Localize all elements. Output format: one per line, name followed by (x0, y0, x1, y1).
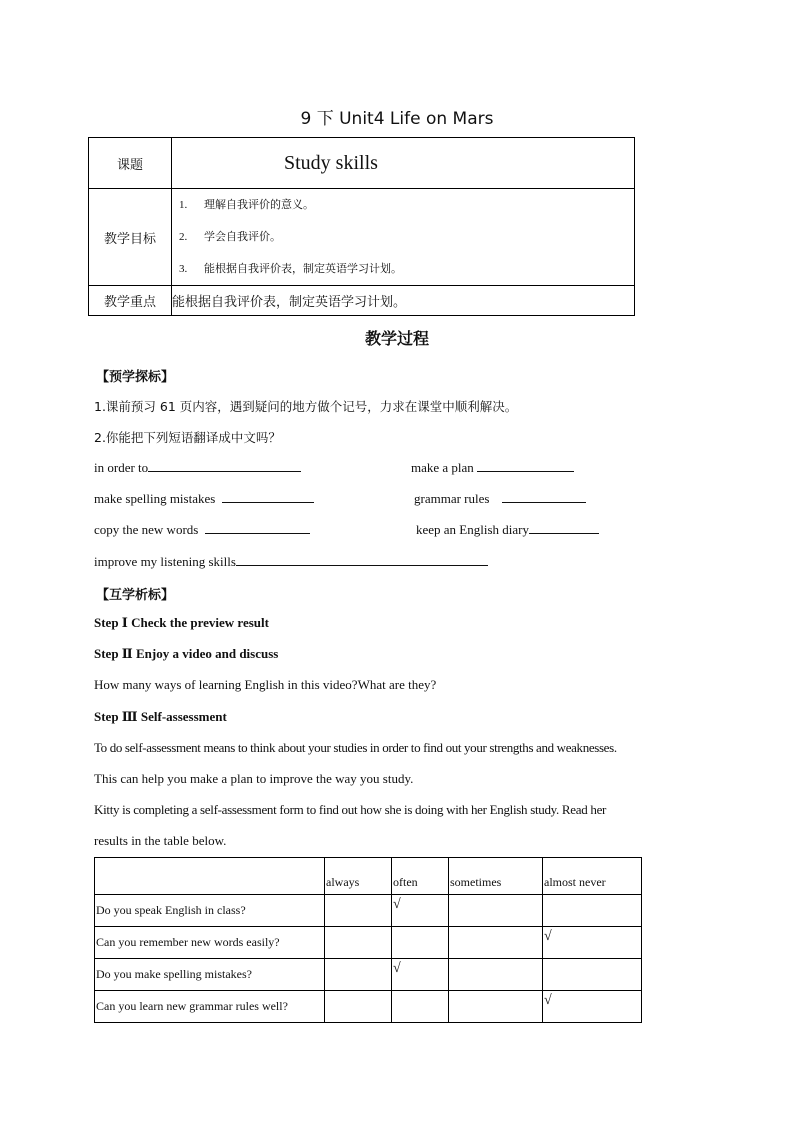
goal-item (172, 221, 634, 253)
form-cell[interactable] (449, 927, 543, 959)
form-question: Do you speak English in class? (95, 895, 325, 927)
goal-number: 2. (179, 231, 188, 243)
answer-blank[interactable] (148, 459, 301, 472)
form-question: Can you remember new words easily? (95, 927, 325, 959)
form-row (95, 991, 642, 1023)
answer-blank[interactable] (205, 521, 310, 534)
form-cell[interactable] (543, 991, 642, 1023)
self-assessment-para-3: Kitty is completing a self-assessment form to find out how she is doing with her English study. Read her (94, 802, 607, 817)
goal-text: 学会自我评价。 (204, 230, 281, 243)
form-cell[interactable] (449, 959, 543, 991)
focus-value: 能根据自我评价表，制定英语学习计划。 (172, 286, 635, 316)
form-cell[interactable] (392, 991, 449, 1023)
phrase-text: in order to (94, 460, 149, 475)
goals-label: 教学目标 (89, 189, 172, 286)
form-cell[interactable] (325, 959, 392, 991)
form-cell[interactable] (392, 895, 449, 927)
focus-label: 教学重点 (89, 286, 172, 316)
focus-row (89, 286, 635, 316)
form-cell[interactable] (325, 927, 392, 959)
goal-item (172, 253, 634, 285)
phrase-text: keep an English diary (416, 522, 529, 537)
phrase-text: make spelling mistakes (94, 491, 216, 506)
phrase-row (416, 521, 599, 538)
form-question: Do you make spelling mistakes? (95, 959, 325, 991)
form-cell[interactable] (449, 895, 543, 927)
step-2: Step Ⅱ Enjoy a video and discuss (94, 646, 279, 661)
preview-item-1: 1.课前预习 61 页内容，遇到疑问的地方做个记号，力求在课堂中顺利解决。 (94, 399, 518, 414)
topic-value: Study skills (172, 138, 635, 189)
form-cell[interactable] (449, 991, 543, 1023)
self-assessment-para-4: results in the table below. (94, 833, 227, 848)
phrase-row (414, 490, 586, 507)
form-cell[interactable] (325, 895, 392, 927)
phrase-text: make a plan (411, 460, 474, 475)
self-assessment-form (94, 857, 642, 1023)
header-sometimes: sometimes (449, 858, 543, 895)
step-1: Step Ⅰ Check the preview result (94, 615, 269, 630)
phrase-row (411, 459, 574, 476)
form-cell[interactable] (392, 927, 449, 959)
goals-cell (172, 189, 635, 286)
video-question: How many ways of learning English in this video?What are they? (94, 677, 437, 692)
answer-blank[interactable] (529, 521, 599, 534)
form-cell[interactable] (543, 959, 642, 991)
header-often: often (392, 858, 449, 895)
form-cell[interactable] (325, 991, 392, 1023)
check-mark: √ (393, 960, 401, 976)
form-cell[interactable] (543, 895, 642, 927)
form-header-row (95, 858, 642, 895)
goal-number: 3. (179, 263, 188, 275)
answer-blank[interactable] (236, 553, 488, 566)
topic-label: 课题 (89, 138, 172, 189)
form-cell[interactable] (543, 927, 642, 959)
goal-text: 理解自我评价的意义。 (204, 198, 314, 211)
step-3: Step Ⅲ Self-assessment (94, 709, 227, 724)
header-almost-never: almost never (543, 858, 642, 895)
goal-item (172, 189, 634, 221)
check-mark: √ (544, 928, 552, 944)
document-title: 9 下 Unit4 Life on Mars (300, 109, 494, 129)
phrase-row (94, 521, 310, 538)
header-always: always (325, 858, 392, 895)
goal-number: 1. (179, 199, 188, 211)
self-assessment-para-1: To do self-assessment means to think about your studies in order to find out your strengths and weaknesses. (94, 740, 617, 755)
phrase-text: copy the new words (94, 522, 199, 537)
phrase-text: improve my listening skills (94, 554, 236, 569)
form-row (95, 927, 642, 959)
preview-item-2: 2.你能把下列短语翻译成中文吗？ (94, 430, 281, 445)
check-mark: √ (544, 992, 552, 1008)
phrase-text: grammar rules (414, 491, 490, 506)
topic-row (89, 138, 635, 189)
form-cell[interactable] (392, 959, 449, 991)
goals-row (89, 189, 635, 286)
form-question: Can you learn new grammar rules well? (95, 991, 325, 1023)
interact-heading: 【互学析标】 (96, 588, 175, 603)
phrase-row (94, 490, 314, 507)
preview-heading: 【预学探标】 (96, 370, 175, 385)
answer-blank[interactable] (222, 490, 314, 503)
self-assessment-para-2: This can help you make a plan to improve the way you study. (94, 771, 414, 786)
answer-blank[interactable] (502, 490, 586, 503)
form-row (95, 895, 642, 927)
phrase-row (94, 553, 488, 570)
form-row (95, 959, 642, 991)
phrase-row (94, 459, 301, 476)
answer-blank[interactable] (477, 459, 574, 472)
check-mark: √ (393, 896, 401, 912)
process-heading: 教学过程 (364, 329, 429, 348)
lesson-info-table (88, 137, 635, 316)
goal-text: 能根据自我评价表，制定英语学习计划。 (204, 262, 402, 275)
header-blank (95, 858, 325, 895)
